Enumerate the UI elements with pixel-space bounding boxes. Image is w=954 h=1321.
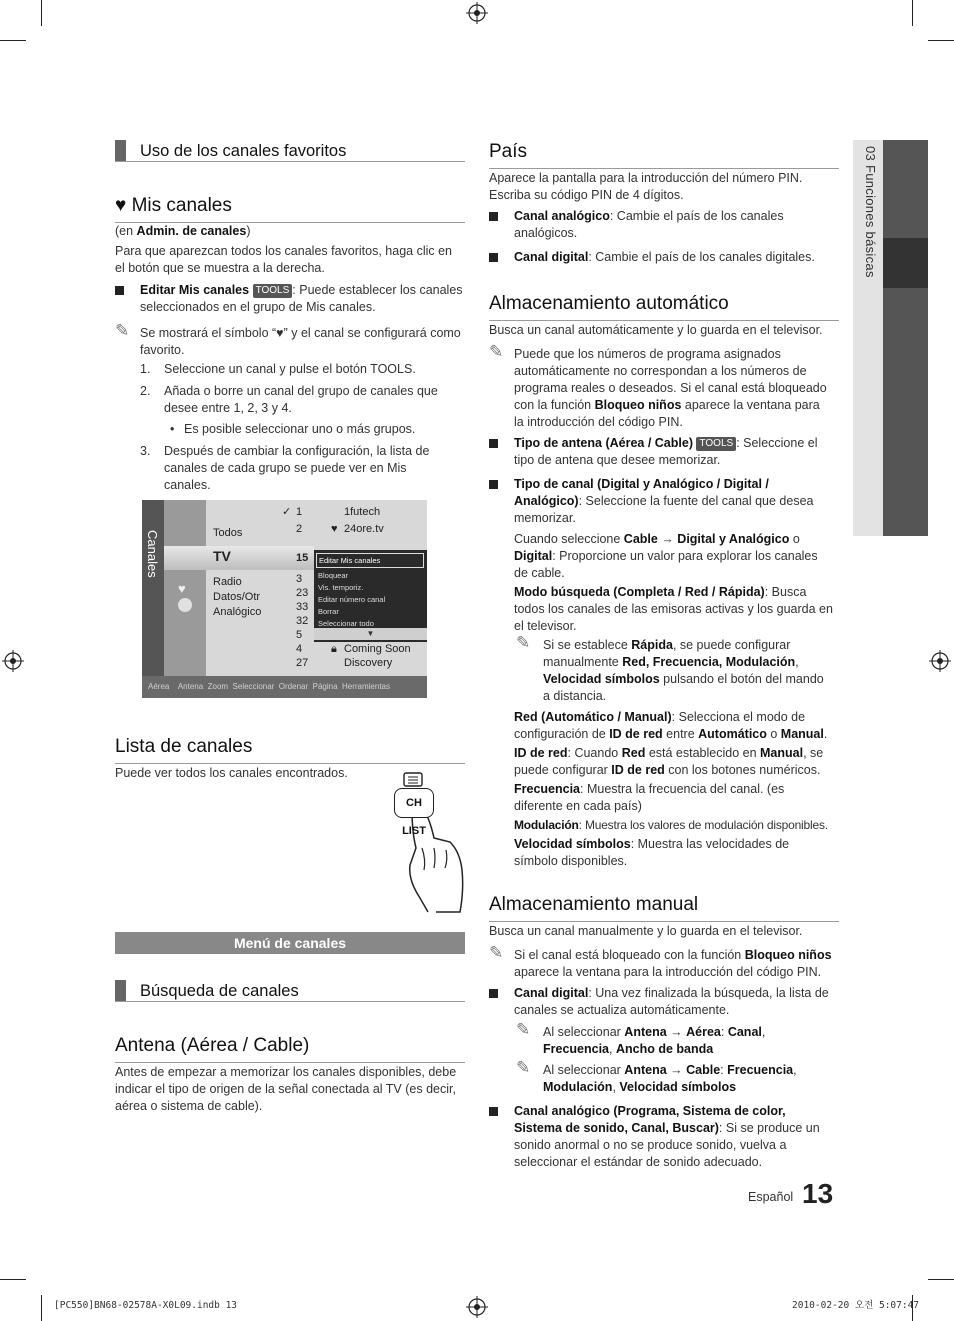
- group-label: Datos/Otr: [213, 591, 261, 603]
- step-num: 3.: [140, 444, 151, 458]
- note-pencil-icon: ✎: [516, 633, 531, 652]
- tools-popup: [314, 550, 427, 642]
- hint-label: Herramientas: [341, 682, 390, 691]
- mis-canales-title: ♥ Mis canales: [115, 193, 465, 223]
- channel-number: 15: [296, 552, 309, 564]
- channel-name: Discovery: [344, 657, 393, 669]
- group-label: TV: [213, 548, 231, 564]
- step-num: 1.: [140, 362, 151, 376]
- check-icon: ✓: [282, 506, 292, 518]
- cable-text: Cuando seleccione Cable → Digital y Analógico o Digital: Proporcione un valor para explorar los canales de cable.: [514, 532, 818, 580]
- channel-number: 1: [296, 506, 303, 518]
- tools-icon: TOOLS: [696, 437, 736, 451]
- note-pencil-icon: ✎: [516, 1020, 531, 1039]
- sub-bullet-text: Es posible seleccionar uno o más grupos.: [184, 422, 416, 436]
- tools-icon: TOOLS: [253, 284, 293, 298]
- channel-name: 1futech: [344, 506, 381, 518]
- bullet: [489, 253, 498, 262]
- crop-mark: [41, 1295, 42, 1321]
- busqueda-heading: Búsqueda de canales: [115, 980, 465, 1002]
- registration-mark-icon: [466, 2, 488, 24]
- group-label: Analógico: [213, 606, 262, 618]
- channel-number: 2: [296, 523, 303, 535]
- pais-analog: Canal analógico: Cambie el país de los canales analógicos.: [514, 209, 784, 240]
- popup-item[interactable]: Editar número canal: [318, 595, 386, 604]
- print-file-info: [PC550]BN68-02578A-X0L09.indb 13: [54, 1300, 238, 1311]
- popup-item[interactable]: Seleccionar todo: [318, 619, 374, 628]
- page-language: Español: [748, 1190, 794, 1204]
- ch-list-button[interactable]: CH LIST: [394, 788, 434, 818]
- antena-title: Antena (Aérea / Cable): [115, 1033, 465, 1063]
- popup-item[interactable]: Bloquear: [318, 571, 349, 580]
- channel-name: Coming Soon: [344, 643, 411, 655]
- group-label: Todos: [213, 527, 243, 539]
- idred-text: ID de red: Cuando Red está establecido en Manual, se puede configurar ID de red con los botones numéricos.: [514, 746, 824, 777]
- modulacion-text: Modulación: Muestra los valores de modulación disponibles.: [514, 818, 828, 832]
- rapida-note: Si se establece Rápida, se puede configurar manualmente Red, Frecuencia, Modulación, Velocidad símbolos pulsando el botón del mando a distancia.: [543, 638, 824, 703]
- pais-text: Aparece la pantalla para la introducción del número PIN. Escriba su código PIN de 4 dígitos.: [489, 171, 803, 202]
- chapter-label: 03 Funciones básicas: [863, 146, 878, 278]
- pais-title: País: [489, 139, 839, 169]
- manual-text: Busca un canal manualmente y lo guarda en el televisor.: [489, 924, 803, 938]
- step-text: Después de cambiar la configuración, la lista de canales de cada grupo se puede ver en Mis canales.: [164, 444, 430, 492]
- hint-label: Página: [312, 682, 338, 691]
- page-number: 13: [802, 1178, 834, 1209]
- velocidad-text: Velocidad símbolos: Muestra las velocidades de símbolo disponibles.: [514, 837, 790, 868]
- menu-canales-bar: Menú de canales: [115, 932, 465, 954]
- step-num: 2.: [140, 384, 151, 398]
- hint-label: Seleccionar: [232, 682, 275, 691]
- lista-title: Lista de canales: [115, 734, 465, 764]
- chapter-side-tab: [853, 140, 928, 536]
- tv-row-highlight: [164, 546, 314, 570]
- sub-bullet: •: [170, 422, 175, 436]
- menu-bottom-bar: [142, 676, 427, 698]
- manual-note: Si el canal está bloqueado con la función Bloqueo niños aparece la ventana para la introducción del código PIN.: [514, 948, 832, 979]
- bullet: [489, 480, 498, 489]
- bullet: [115, 286, 124, 295]
- menu-icon-column: [164, 500, 206, 676]
- mis-canales-p1: (en Admin. de canales): [115, 224, 251, 238]
- fav-heading: Uso de los canales favoritos: [115, 140, 465, 162]
- channel-number: 32: [296, 615, 309, 627]
- tipo-antena: Tipo de antena (Aérea / Cable) TOOLS : Seleccione el tipo de antena que desee memorizar.: [514, 436, 818, 467]
- manual-digital: Canal digital: Una vez finalizada la búsqueda, la lista de canales se actualiza automáticamente.: [514, 986, 829, 1017]
- channel-number: 33: [296, 601, 309, 613]
- pais-digital: Canal digital: Cambie el país de los canales digitales.: [514, 250, 815, 264]
- heart-icon: ♥: [178, 581, 186, 596]
- popup-item[interactable]: Borrar: [318, 607, 339, 616]
- aerea-note: Al seleccionar Antena → Aérea: Canal, Frecuencia, Ancho de banda: [543, 1025, 766, 1056]
- crop-mark: [41, 0, 42, 26]
- group-label: Radio: [213, 576, 242, 588]
- globe-icon: [178, 598, 192, 612]
- heart-icon: ♥: [115, 195, 127, 216]
- favorite-note: Se mostrará el símbolo “♥” y el canal se configurará como favorito.: [140, 326, 461, 357]
- popup-item[interactable]: Vis. temporiz.: [318, 583, 364, 592]
- channel-number: 3: [296, 573, 303, 585]
- step-text: Seleccione un canal y pulse el botón TOOLS.: [164, 362, 416, 376]
- chevron-down-icon[interactable]: ▼: [314, 628, 427, 640]
- bullet: [489, 989, 498, 998]
- modo-busqueda: Modo búsqueda (Completa / Red / Rápida): Busca todos los canales de las emisoras activas y los guarda en el televisor.: [514, 585, 833, 633]
- registration-mark-icon: [466, 1296, 488, 1318]
- note-pencil-icon: ✎: [115, 321, 130, 340]
- heart-icon: ♥: [276, 326, 284, 340]
- hint-label: Aérea: [148, 682, 170, 691]
- channel-number: 4: [296, 643, 303, 655]
- crop-mark: [928, 1279, 954, 1280]
- frecuencia-text: Frecuencia: Muestra la frecuencia del canal. (es diferente en cada país): [514, 782, 785, 813]
- manual-title: Almacenamiento manual: [489, 892, 839, 922]
- channel-name: 24ore.tv: [344, 523, 384, 535]
- antena-text: Antes de empezar a memorizar los canales disponibles, debe indicar el tipo de origen de la señal conectada al TV (es decir, aérea o sistema de cable).: [115, 1065, 457, 1113]
- print-date-info: 2010-02-20 오전 5:07:47: [792, 1300, 920, 1311]
- step-text: Añada o borre un canal del grupo de canales que desee entre 1, 2, 3 y 4.: [164, 384, 438, 415]
- popup-item[interactable]: Editar Mis canales: [316, 553, 424, 568]
- note-pencil-icon: ✎: [489, 943, 504, 962]
- crop-mark: [0, 1279, 26, 1280]
- crop-mark: [928, 40, 954, 41]
- auto-title: Almacenamiento automático: [489, 291, 839, 321]
- channel-menu-screenshot: [142, 500, 427, 698]
- manual-analog: Canal analógico (Programa, Sistema de color, Sistema de sonido, Canal, Buscar): Si se produce un sonido anormal o no se produce sonido, vuelva a seleccionar el estándar de sonido adecuado.: [514, 1104, 820, 1169]
- lock-icon: 🔒︎: [331, 643, 337, 655]
- registration-mark-icon: [929, 650, 951, 672]
- bullet: [489, 1107, 498, 1116]
- auto-text: Busca un canal automáticamente y lo guarda en el televisor.: [489, 323, 823, 337]
- crop-mark: [0, 40, 26, 41]
- registration-mark-icon: [2, 650, 24, 672]
- hint-label: Ordenar: [278, 682, 309, 691]
- editar-mis-canales-item: Editar Mis canales TOOLS : Puede establecer los canales seleccionados en el grupo de Mis canales.: [140, 283, 463, 314]
- mis-canales-p2: Para que aparezcan todos los canales favoritos, haga clic en el botón que se muestra a la derecha.: [115, 244, 453, 275]
- heart-icon: ♥: [331, 523, 338, 535]
- channel-number: 27: [296, 657, 309, 669]
- cable-note: Al seleccionar Antena → Cable: Frecuencia, Modulación, Velocidad símbolos: [543, 1063, 797, 1094]
- hint-label: Antena: [177, 682, 204, 691]
- auto-note: Puede que los números de programa asignados automáticamente no correspondan a los números de programa reales o deseados. Si el canal está bloqueado con la función Bloqueo niños aparece la ventana para la introducción del código PIN.: [514, 347, 827, 429]
- tipo-canal: Tipo de canal (Digital y Analógico / Digital / Analógico): Seleccione la fuente del canal que desea memorizar.: [514, 477, 814, 525]
- hint-label: Zoom: [207, 682, 229, 691]
- crop-mark: [912, 0, 913, 26]
- note-pencil-icon: ✎: [516, 1058, 531, 1077]
- channel-number: 23: [296, 587, 309, 599]
- red-text: Red (Automático / Manual): Selecciona el modo de configuración de ID de red entre Automático o Manual.: [514, 710, 828, 741]
- channel-number: 5: [296, 629, 303, 641]
- menu-side-label: Canales: [145, 530, 160, 578]
- note-pencil-icon: ✎: [489, 342, 504, 361]
- bullet: [489, 439, 498, 448]
- bullet: [489, 212, 498, 221]
- lista-text: Puede ver todos los canales encontrados.: [115, 766, 348, 780]
